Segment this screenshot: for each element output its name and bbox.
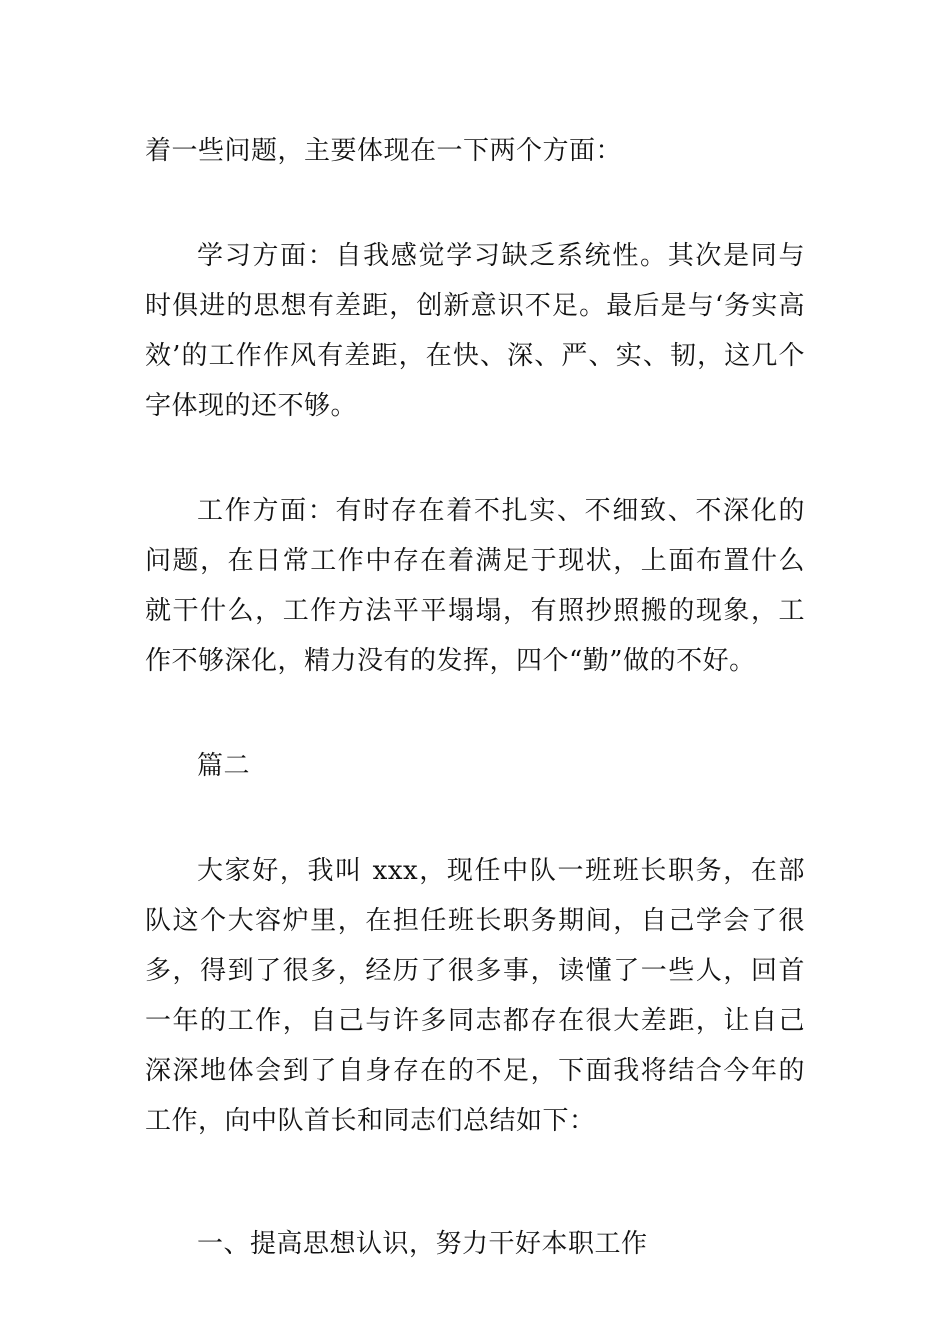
section-heading-first-point: 一、提高思想认识，努力干好本职工作 [197,1229,648,1259]
paragraph-continuation: 着一些问题，主要体现在一下两个方面： [145,136,623,166]
section-heading-part-two: 篇二 [197,751,251,781]
paragraph-introduction: 大家好，我叫 xxx，现任中队一班班长职务，在部队这个大容炉里，在担任班长职务期间，自己学会了很多，得到了很多，经历了很多事，读懂了一些人，回首一年的工作，自己与许多同志都存在很大差距，让自己深深地体会到了自身存在的不足，下面我将结合今年的工作，向中队首长和同志们总结如下： [145,856,805,1136]
paragraph-work-aspect: 工作方面：有时存在着不扎实、不细致、不深化的问题，在日常工作中存在着满足于现状，上面布置什么就干什么，工作方法平平塌塌，有照抄照搬的现象，工作不够深化，精力没有的发挥，四个“勤”做的不好。 [145,496,805,676]
paragraph-study-aspect: 学习方面：自我感觉学习缺乏系统性。其次是同与时俱进的思想有差距，创新意识不足。最后是与‘务实高效’的工作作风有差距，在快、深、严、实、韧，这几个字体现的还不够。 [145,241,805,421]
